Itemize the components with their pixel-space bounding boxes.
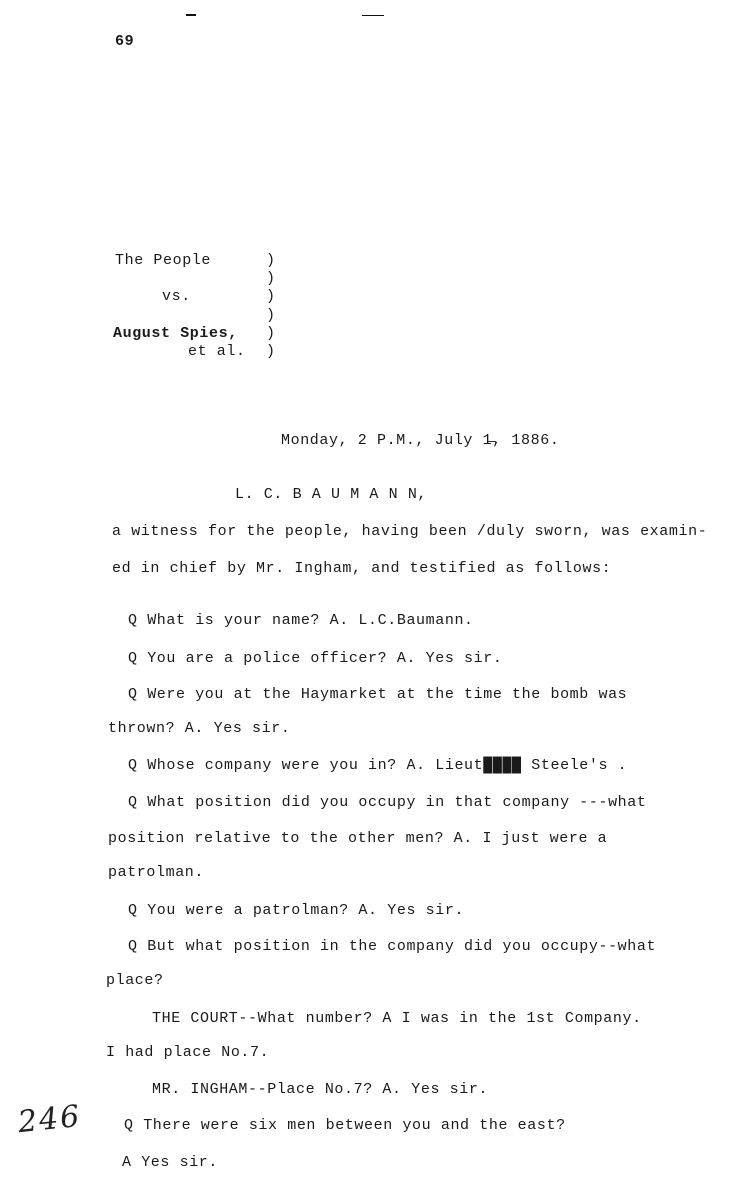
- transcript-line: place?: [106, 972, 164, 989]
- caption-paren: ): [266, 252, 276, 269]
- witness-name: L. C. B A U M A N N,: [235, 486, 428, 503]
- caption-versus: vs.: [162, 288, 191, 305]
- caption-paren: ): [266, 343, 276, 360]
- transcript-line: Q What is your name? A. L.C.Baumann.: [128, 612, 474, 629]
- transcript-line: I had place No.7.: [106, 1044, 270, 1061]
- scan-mark: [362, 15, 384, 16]
- transcript-line: MR. INGHAM--Place No.7? A. Yes sir.: [152, 1081, 489, 1098]
- caption-paren: ): [266, 270, 276, 287]
- intro-line: ed in chief by Mr. Ingham, and testified as follows:: [112, 560, 612, 577]
- intro-line: a witness for the people, having been /duly sworn, was examin-: [112, 523, 708, 540]
- caption-paren: ): [266, 325, 276, 342]
- transcript-line: Q There were six men between you and the east?: [124, 1117, 566, 1134]
- transcript-line: Q You are a police officer? A. Yes sir.: [128, 650, 503, 667]
- transcript-line: patrolman.: [108, 864, 205, 881]
- caption-plaintiff: The People: [115, 252, 212, 269]
- caption-defendant-suffix: et al.: [188, 343, 246, 360]
- transcript-line: Q Were you at the Haymarket at the time the bomb was: [128, 686, 628, 703]
- caption-paren: ): [266, 307, 276, 324]
- transcript-line: A Yes sir.: [122, 1154, 219, 1171]
- handwritten-page-note: 246: [16, 1098, 83, 1141]
- transcript-line: THE COURT--What number? A I was in the 1st Company.: [152, 1010, 642, 1027]
- page-number: 69: [115, 33, 135, 50]
- caption-paren: ): [266, 288, 276, 305]
- caption-defendant: August Spies,: [113, 325, 238, 342]
- transcript-line: position relative to the other men? A. I just were a: [108, 830, 608, 847]
- scan-mark: [186, 14, 196, 16]
- transcript-line: Q What position did you occupy in that company ---what: [128, 794, 647, 811]
- transcript-line: Q Whose company were you in? A. Lieut████ Steele's .: [128, 757, 628, 774]
- session-line: Monday, 2 P.M., July 1̶, 1886.: [281, 432, 560, 449]
- transcript-line: thrown? A. Yes sir.: [108, 720, 291, 737]
- transcript-line: Q But what position in the company did you occupy--what: [128, 938, 657, 955]
- transcript-line: Q You were a patrolman? A. Yes sir.: [128, 902, 465, 919]
